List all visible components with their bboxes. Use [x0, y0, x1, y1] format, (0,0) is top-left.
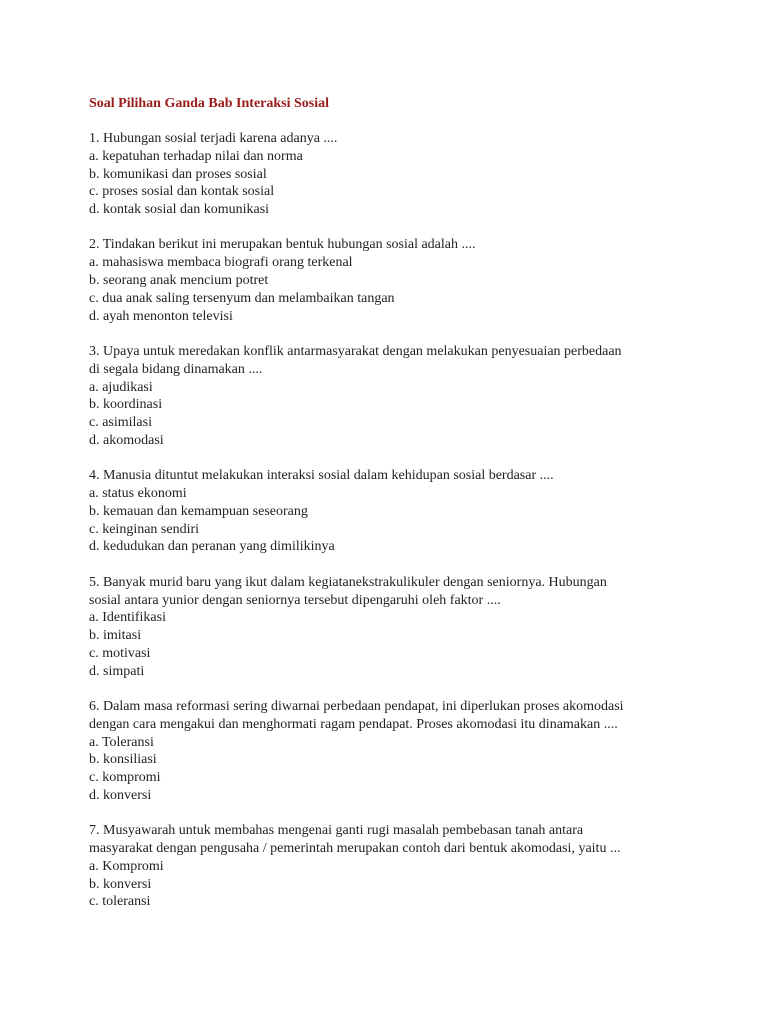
question-text: sosial antara yunior dengan seniornya tersebut dipengaruhi oleh faktor ....	[89, 592, 501, 608]
answer-option: d. kedudukan dan peranan yang dimilikinya	[89, 539, 335, 555]
question-5	[89, 574, 749, 681]
answer-option: b. komunikasi dan proses sosial	[89, 166, 267, 182]
answer-option: c. dua anak saling tersenyum dan melambaikan tangan	[89, 290, 395, 306]
answer-option: d. konversi	[89, 788, 152, 803]
document-page	[89, 95, 749, 929]
question-text: 1. Hubungan sosial terjadi karena adanya ....	[89, 131, 338, 146]
answer-option: c. proses sosial dan kontak sosial	[89, 184, 275, 200]
question-4	[89, 467, 749, 556]
question-1	[89, 130, 749, 219]
answer-option: a. Kompromi	[89, 858, 164, 874]
question-6	[89, 698, 749, 805]
answer-option: d. kontak sosial dan komunikasi	[89, 202, 270, 218]
question-text: 4. Manusia dituntut melakukan interaksi sosial dalam kehidupan sosial berdasar ....	[89, 468, 554, 484]
answer-option: d. simpati	[89, 663, 145, 679]
answer-option: a. Identifikasi	[89, 610, 166, 626]
answer-option: c. motivasi	[89, 645, 151, 661]
question-text: masyarakat dengan pengusaha / pemerintah merupakan contoh dari bentuk akomodasi, yaitu ...	[89, 841, 621, 857]
question-text: dengan cara mengakui dan menghormati ragam pendapat. Proses akomodasi itu dinamakan ....	[89, 716, 618, 732]
answer-option: d. ayah menonton televisi	[89, 308, 233, 324]
question-text: 5. Banyak murid baru yang ikut dalam kegiatanekstrakulikuler dengan seniornya. Hubungan	[89, 574, 607, 590]
question-text: 7. Musyawarah untuk membahas mengenai ganti rugi masalah pembebasan tanah antara	[89, 823, 584, 839]
answer-option: a. mahasiswa membaca biografi orang terkenal	[89, 255, 353, 271]
answer-option: c. toleransi	[89, 894, 151, 910]
answer-option: c. keinginan sendiri	[89, 521, 200, 537]
document-title: Soal Pilihan Ganda Bab Interaksi Sosial	[89, 96, 330, 111]
answer-option: a. kepatuhan terhadap nilai dan norma	[89, 148, 303, 164]
answer-option: b. konversi	[89, 876, 152, 892]
answer-option: c. kompromi	[89, 770, 161, 786]
answer-option: a. Toleransi	[89, 734, 154, 750]
answer-option: d. akomodasi	[89, 432, 164, 448]
question-2	[89, 236, 749, 325]
answer-option: b. imitasi	[89, 628, 142, 644]
question-text: 3. Upaya untuk meredakan konflik antarmasyarakat dengan melakukan penyesuaian perbedaan	[89, 343, 622, 359]
question-text: 2. Tindakan berikut ini merupakan bentuk hubungan sosial adalah ....	[89, 237, 476, 253]
answer-option: b. kemauan dan kemampuan seseorang	[89, 503, 308, 519]
answer-option: b. seorang anak mencium potret	[89, 273, 269, 289]
answer-option: a. status ekonomi	[89, 486, 187, 502]
answer-option: b. koordinasi	[89, 397, 163, 413]
question-7	[89, 822, 749, 911]
question-text: di segala bidang dinamakan ....	[89, 361, 263, 377]
answer-option: c. asimilasi	[89, 415, 152, 431]
question-text: 6. Dalam masa reformasi sering diwarnai perbedaan pendapat, ini diperlukan proses akomodasi	[89, 699, 624, 715]
question-list	[89, 130, 749, 911]
question-3	[89, 343, 749, 450]
answer-option: a. ajudikasi	[89, 379, 153, 395]
answer-option: b. konsiliasi	[89, 752, 157, 768]
